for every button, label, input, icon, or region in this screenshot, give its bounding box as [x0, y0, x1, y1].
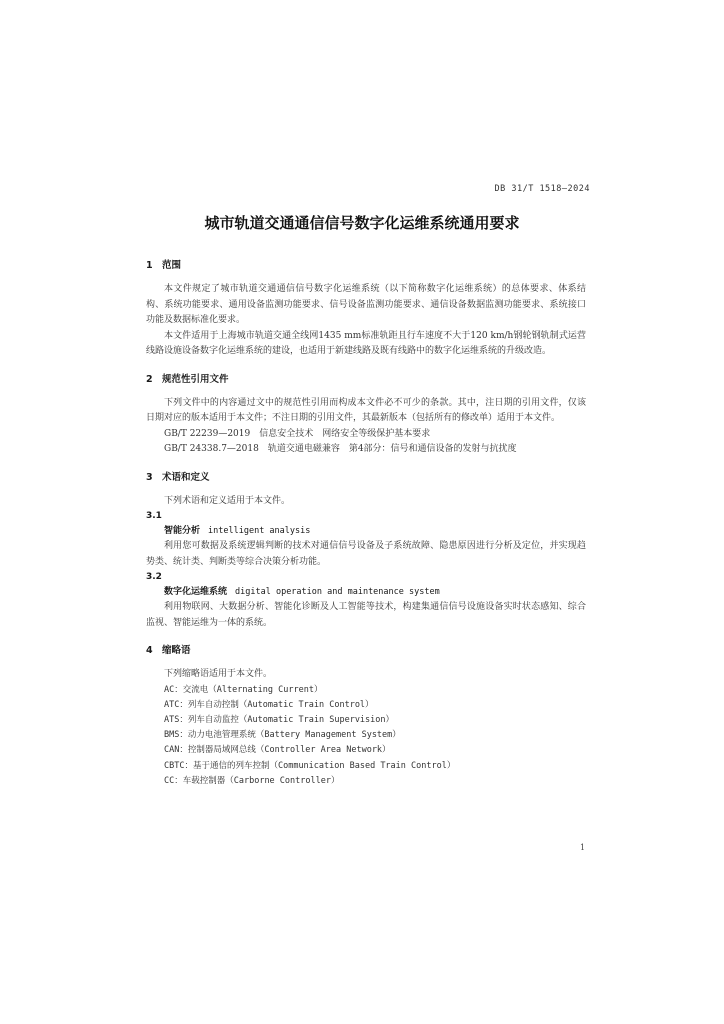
section-number: 4	[146, 645, 153, 656]
reference-item: GB/T 22239—2019 信息安全技术 网络安全等级保护基本要求	[164, 428, 431, 439]
section-title: 规范性引用文件	[162, 373, 229, 385]
term-name-en: digital operation and maintenance system	[235, 587, 440, 597]
page-number: 1	[580, 843, 586, 852]
term-definition: 利用您可数据及系统逻辑判断的技术对通信信号设备及子系统故障、隐患原因进行分析及定位，并实现趋势类、统计类、判断类等综合决策分析功能。	[146, 541, 586, 567]
abbreviation-item: ATS：列车自动监控（Automatic Train Supervision）	[164, 714, 395, 725]
page-title: 城市轨道交通通信信号数字化运维系统通用要求	[204, 214, 520, 232]
term-name-zh: 智能分析	[164, 526, 201, 536]
abbreviation-item: BMS：动力电池管理系统（Battery Management System）	[164, 730, 401, 741]
abbreviation-item: AC：交流电（Alternating Current）	[164, 684, 323, 695]
paragraph: 下列缩略语适用于本文件。	[164, 669, 273, 679]
paragraph: 本文件适用于上海城市轨道交通全线网1435 mm标准轨距且行车速度不大于120 km/h钢轮钢轨制式运营线路设施设备数字化运维系统的建设，也适用于新建线路及既有线路中的数字化运维系统的升级改造。	[146, 330, 586, 356]
term-number: 3.1	[146, 511, 162, 521]
paragraph: 下列术语和定义适用于本文件。	[164, 495, 291, 506]
section-heading-terms	[146, 470, 586, 486]
term-name	[146, 585, 586, 600]
section-heading-scope	[146, 258, 586, 274]
paragraph: 下列文件中的内容通过文中的规范性引用而构成本文件必不可少的条款。其中，注日期的引用文件，仅该日期对应的版本适用于本文件；不注日期的引用文件，其最新版本（包括所有的修改单）适用于本文件。	[146, 397, 586, 423]
abbreviation-item: CC：车载控制器（Carborne Controller）	[164, 775, 340, 786]
document-body	[146, 258, 586, 789]
reference-item: GB/T 24338.7—2018 轨道交通电磁兼容 第4部分：信号和通信设备的发射与抗扰度	[164, 444, 517, 454]
doc-number: DB 31/T 1518—2024	[494, 184, 590, 194]
abbreviation-item: ATC：列车自动控制（Automatic Train Control）	[164, 699, 374, 710]
term-name-zh: 数字化运维系统	[164, 587, 228, 597]
term-name	[146, 524, 586, 539]
section-title: 缩略语	[162, 645, 191, 656]
abbreviation-item: CBTC：基于通信的列车控制（Communication Based Train Control）	[164, 760, 456, 771]
abbreviation-item: CAN：控制器局域网总线（Controller Area Network）	[164, 745, 391, 756]
section-title: 范围	[162, 260, 182, 271]
section-number: 2	[146, 373, 153, 385]
term-number: 3.2	[146, 572, 162, 582]
term-definition: 利用物联网、大数据分析、智能化诊断及人工智能等技术，构建集通信信号设施设备实时状态感知、综合监视、智能运维为一体的系统。	[146, 602, 586, 628]
section-title: 术语和定义	[162, 471, 210, 483]
section-heading-abbreviations	[146, 643, 586, 659]
term-name-en: intelligent analysis	[208, 526, 311, 536]
paragraph: 本文件规定了城市轨道交通通信信号数字化运维系统（以下简称数字化运维系统）的总体要求、体系结构、系统功能要求、通用设备监测功能要求、信号设备监测功能要求、通信设备数据监测功能要求、系统接口功能及数据标准化要求。	[146, 284, 586, 325]
section-number: 3	[146, 471, 153, 483]
section-heading-normative-references	[146, 372, 586, 388]
section-number: 1	[146, 260, 153, 271]
